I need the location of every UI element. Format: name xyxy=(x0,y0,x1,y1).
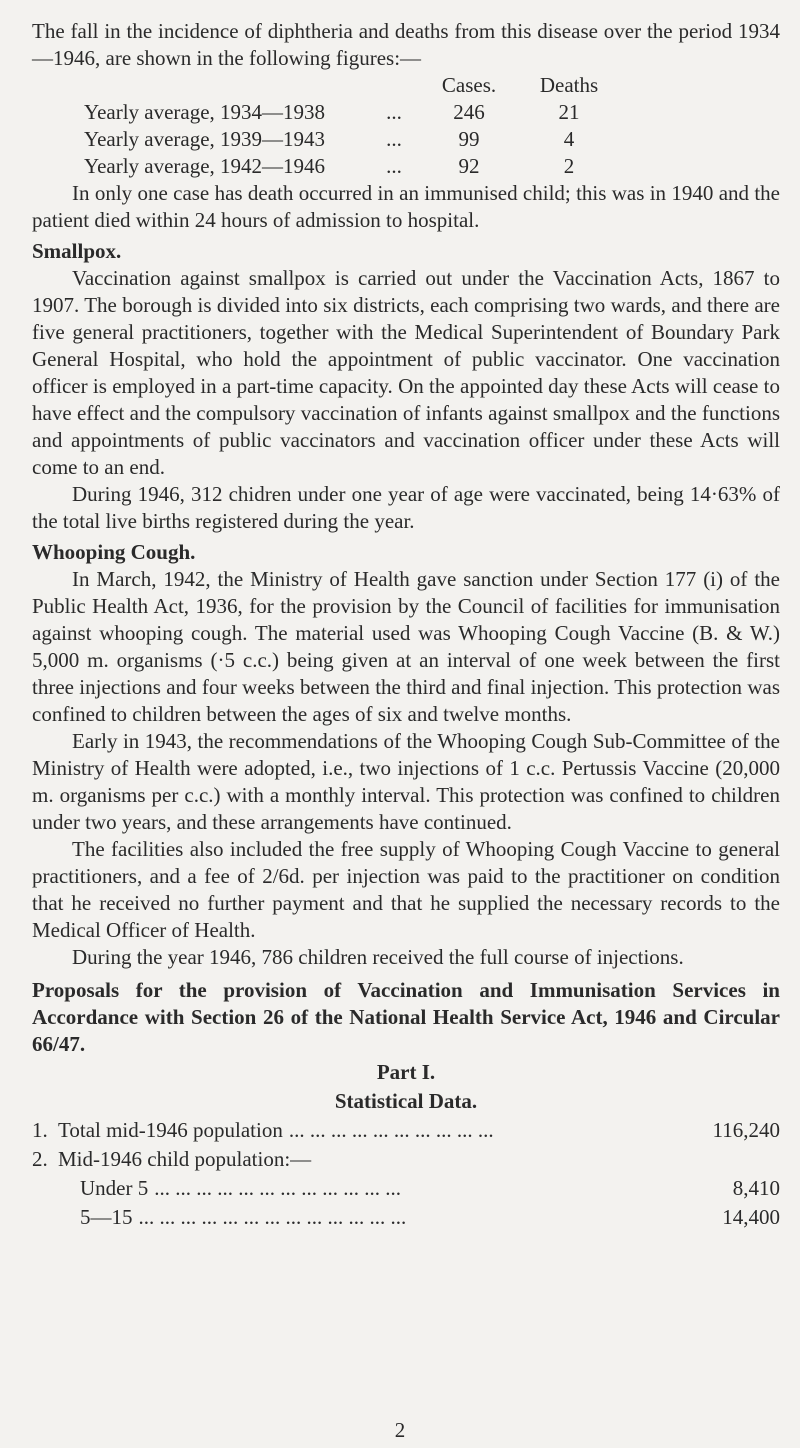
list-item xyxy=(32,1174,780,1203)
whooping-paragraph-4: During the year 1946, 786 children received the full course of injections. xyxy=(72,945,684,969)
document-page xyxy=(32,18,780,1232)
table-row xyxy=(84,126,624,153)
proposals-heading: Proposals for the provision of Vaccination and Immunisation Services in Accordance with Section 26 of the National Health Service Act, 1946 and Circular 66/47. xyxy=(32,978,780,1056)
subitem-dots: ... ... ... ... ... ... ... ... ... ... ... ... ... xyxy=(138,1205,407,1229)
whooping-paragraph-1: In March, 1942, the Ministry of Health gave sanction under Section 177 (i) of the Public Health Act, 1936, for the provision by the Council of facilities for immunisation against whooping cough. The material used was Whooping Cough Vaccine (B. & W.) 5,000 m. organisms (·5 c.c.) being given at an interval of one week between the first three injections and four weeks between the third and final injection. This protection was confined to children between the ages of six and twelve months. xyxy=(32,567,780,726)
item-number: 1. xyxy=(32,1118,48,1142)
whooping-paragraph-2: Early in 1943, the recommendations of the Whooping Cough Sub-Committee of the Ministry of Health were adopted, i.e., two injections of 1 c.c. Pertussis Vaccine (20,000 m. organisms per c.c.) with a monthly interval. This protection was confined to children under two years, and these arrangements have continued. xyxy=(32,729,780,834)
statistical-data-heading: Statistical Data. xyxy=(334,1089,478,1113)
row-cases: 99 xyxy=(458,127,480,151)
smallpox-paragraph-1: Vaccination against smallpox is carried out under the Vaccination Acts, 1867 to 1907. The borough is divided into six districts, each comprising two wards, and there are five general practitioners, together with the Medical Superintendent of Boundary Park General Hospital, who hold the appointment of public vaccinator. One vaccination officer is employed in a part-time capacity. On the appointed day these Acts will cease to have effect and the compulsory vaccination of infants against smallpox and the functions and appointments of public vaccinators and vaccination officer under these Acts will come to an end. xyxy=(32,266,780,479)
table-header-row xyxy=(84,72,624,99)
subitem-label: 5—15 xyxy=(80,1205,133,1229)
row-deaths: 21 xyxy=(558,100,580,124)
subitem-value: 8,410 xyxy=(732,1176,780,1200)
cases-header: Cases. xyxy=(441,73,497,97)
row-dots: ... xyxy=(386,127,402,151)
diphtheria-note: In only one case has death occurred in an immunised child; this was in 1940 and the patient died within 24 hours of admission to hospital. xyxy=(32,181,780,232)
row-deaths: 2 xyxy=(563,154,575,178)
row-dots: ... xyxy=(386,154,402,178)
row-label: Yearly average, 1939—1943 xyxy=(84,127,326,151)
row-cases: 92 xyxy=(458,154,480,178)
subitem-value: 14,400 xyxy=(722,1205,780,1229)
row-deaths: 4 xyxy=(563,127,575,151)
page-number: 2 xyxy=(394,1418,406,1442)
table-row xyxy=(84,99,624,126)
item-dots: ... ... ... ... ... ... ... ... ... ... xyxy=(288,1118,494,1142)
row-cases: 246 xyxy=(453,100,485,124)
item-value: 116,240 xyxy=(712,1118,780,1142)
list-item xyxy=(32,1116,780,1145)
whooping-cough-heading: Whooping Cough. xyxy=(32,540,196,564)
item-number: 2. xyxy=(32,1147,48,1171)
whooping-paragraph-3: The facilities also included the free supply of Whooping Cough Vaccine to general practitioners, and a fee of 2/6d. per injection was paid to the practitioner on condition that he received no further payment and that he supplied the necessary records to the Medical Officer of Health. xyxy=(32,837,780,942)
item-label: Mid-1946 child population:— xyxy=(58,1147,312,1171)
table-row xyxy=(84,153,624,180)
list-item xyxy=(32,1145,780,1174)
subitem-label: Under 5 xyxy=(80,1176,149,1200)
row-label: Yearly average, 1934—1938 xyxy=(84,100,326,124)
item-value xyxy=(670,1145,780,1174)
smallpox-heading: Smallpox. xyxy=(32,239,122,263)
row-dots: ... xyxy=(386,100,402,124)
row-label: Yearly average, 1942—1946 xyxy=(84,154,326,178)
diphtheria-table xyxy=(84,72,624,180)
smallpox-paragraph-2: During 1946, 312 chidren under one year of age were vaccinated, being 14·63% of the total live births registered during the year. xyxy=(32,482,780,533)
deaths-header: Deaths xyxy=(539,73,599,97)
part-heading: Part I. xyxy=(376,1060,436,1084)
list-item xyxy=(32,1203,780,1232)
item-dots xyxy=(311,1145,670,1174)
subitem-dots: ... ... ... ... ... ... ... ... ... ... ... ... xyxy=(154,1176,401,1200)
item-label: Total mid-1946 population xyxy=(58,1118,283,1142)
diphtheria-intro: The fall in the incidence of diphtheria and deaths from this disease over the period 1934—1946, are shown in the following figures:— xyxy=(32,19,780,70)
